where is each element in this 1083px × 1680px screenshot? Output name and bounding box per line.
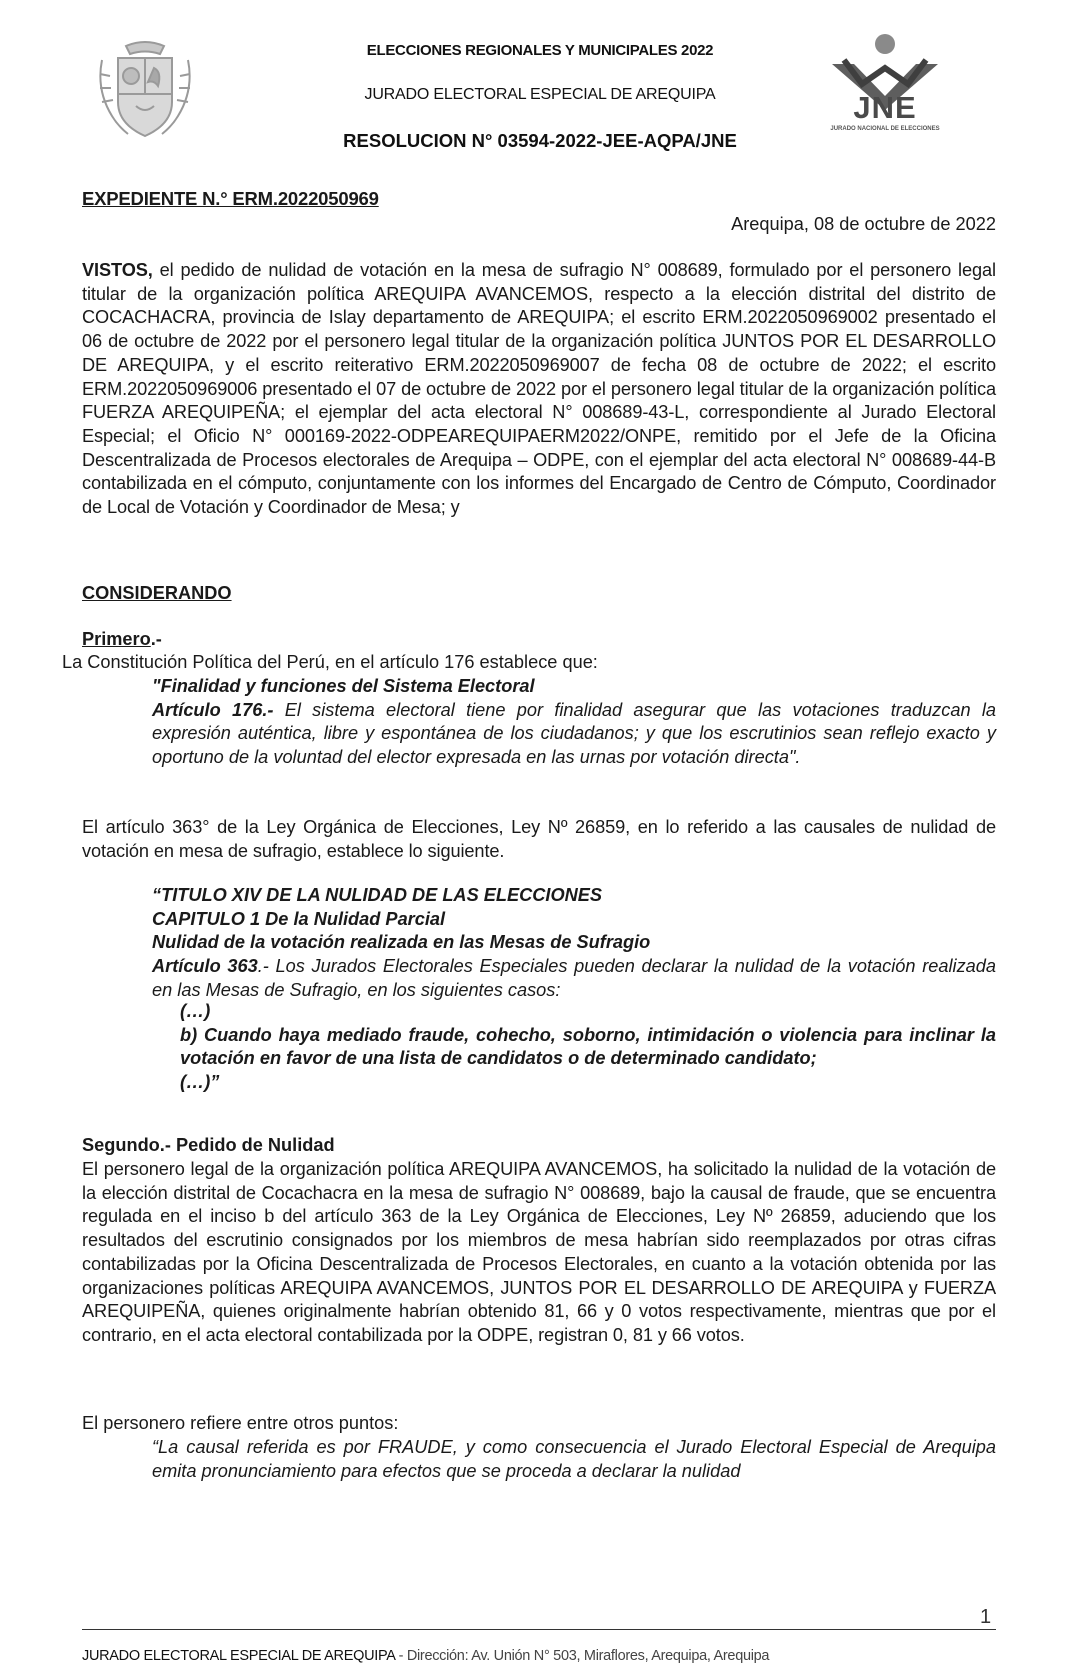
footer-divider	[82, 1629, 996, 1630]
expediente-number: EXPEDIENTE N.° ERM.2022050969	[82, 188, 379, 209]
peru-coat-of-arms-icon	[96, 38, 194, 148]
vistos-text: el pedido de nulidad de votación en la mesa de sufragio N° 008689, formulado por el personero legal titular de la organización política AREQUIPA AVANCEMOS, respecto a la elección distrital del distrito de COCACHACRA, provincia de Islay departamento de AREQUIPA; el escrito ERM.2022050969002 presentado el 06 de octubre de 2022 por el personero legal titular de la organización política JUNTOS POR EL DESARROLLO DE AREQUIPA, y el escrito reiterativo ERM.2022050969007 de fecha 08 de octubre de 2022; el escrito ERM.2022050969006 presentado el 07 de octubre de 2022 por el personero legal titular de la organización política FUERZA AREQUIPEÑA; el ejemplar del acta electoral N° 008689-43-L, correspondiente al Jurado Electoral Especial; el Oficio N° 000169-2022-ODPEAREQUIPAERM2022/ONPE, remitido por el Jefe de la Oficina Descentralizada de Procesos electorales de Arequipa – ODPE, con el ejemplar del acta electoral N° 008689-44-B contabilizada en el cómputo, conjuntamente con los informes del Encargado de Centro de Cómputo, Coordinador de Local de Votación y Coordinador de Mesa; y	[82, 260, 996, 518]
election-title: ELECCIONES REGIONALES Y MUNICIPALES 2022	[366, 42, 714, 59]
loe-item-b: b) Cuando haya mediado fraude, cohecho, soborno, intimidación o violencia para inclinar la votación en favor de una lista de candidatos o de determinado candidato;	[180, 1024, 996, 1069]
loe-article-label: Artículo 363	[152, 956, 258, 977]
jne-logo-text: JNE	[853, 90, 917, 125]
constitution-article-label: Artículo 176.-	[152, 699, 274, 720]
footer-org: JURADO ELECTORAL ESPECIAL DE AREQUIPA	[82, 1648, 395, 1664]
vistos-lead: VISTOS,	[82, 260, 153, 280]
segundo-intro: El personero refiere entre otros puntos:	[82, 1413, 399, 1433]
vistos-paragraph	[82, 259, 996, 520]
footer	[82, 1648, 769, 1664]
loe-quote-subtitle: Nulidad de la votación realizada en las Mesas de Sufragio	[152, 932, 651, 953]
considerando-heading: CONSIDERANDO	[82, 583, 232, 603]
article-363-intro: El artículo 363° de la Ley Orgánica de Elecciones, Ley Nº 26859, en lo referido a las causales de nulidad de votación en mesa de sufragio, establece lo siguiente.	[82, 817, 996, 861]
primero-suffix: .-	[150, 629, 162, 649]
loe-quote	[152, 884, 996, 1003]
personero-quote: “La causal referida es por FRAUDE, y como consecuencia el Jurado Electoral Especial de Arequipa emita pronunciamiento para efectos que se proceda a declarar la nulidad	[152, 1437, 996, 1481]
page-number: 1	[980, 1606, 992, 1628]
loe-quote-items	[180, 1000, 996, 1095]
constitution-quote-title: "Finalidad y funciones del Sistema Electoral	[152, 676, 535, 696]
primero-title: Primero	[82, 629, 151, 649]
jne-logo-subtext: JURADO NACIONAL DE ELECCIONES	[830, 126, 940, 132]
footer-address: - Dirección: Av. Unión N° 503, Miraflores, Arequipa, Arequipa	[394, 1648, 770, 1664]
loe-quote-chapter: CAPITULO 1 De la Nulidad Parcial	[152, 908, 446, 929]
loe-quote-text: .- Los Jurados Electorales Especiales pueden declarar la nulidad de la votación realizada en las Mesas de Sufragio, en los siguientes casos:	[152, 956, 997, 1000]
loe-ellipsis-1: (…)	[180, 1001, 211, 1021]
segundo-paragraph: El personero legal de la organización política AREQUIPA AVANCEMOS, ha solicitado la nulidad de la votación de la elección distrital de Cocachacra en la mesa de sufragio N° 008689, bajo la causal de fraude, que se encuentra regulada en el inciso b del artículo 363 de la Ley Orgánica de Elecciones, Ley Nº 26859, aduciendo que los resultados del escrutinio consignados por los miembros de mesa habrían sido reemplazados por otras cifras contabilizadas por la Oficina Descentralizada de Procesos Electorales, en cuanto a la votación obtenida por las organizaciones políticas AREQUIPA AVANCEMOS, JUNTOS POR EL DESARROLLO DE AREQUIPA y FUERZA AREQUIPEÑA, quienes originalmente habrían obtenido 81, 66 y 0 votos respectivamente, mientras que por el contrario, en el acta electoral contabilizada por la ODPE, registran 0, 81 y 66 votos.	[82, 1159, 996, 1345]
loe-ellipsis-2: (…)”	[180, 1072, 220, 1093]
constitution-quote	[152, 675, 996, 770]
resolution-number: RESOLUCION N° 03594-2022-JEE-AQPA/JNE	[343, 130, 737, 151]
primero-intro: La Constitución Política del Perú, en el artículo 176 establece que:	[62, 652, 598, 672]
constitution-quote-text: El sistema electoral tiene por finalidad asegurar que las votaciones traduzcan la expresión auténtica, libre y espontánea de los ciudadanos; y que los escrutinios sean reflejo exacto y oportuno de la voluntad del elector expresada en las urnas por votación directa".	[152, 699, 997, 768]
jury-name: JURADO ELECTORAL ESPECIAL DE AREQUIPA	[364, 86, 716, 103]
jne-logo	[826, 30, 944, 138]
segundo-heading: Segundo.- Pedido de Nulidad	[82, 1135, 335, 1155]
loe-quote-title: “TITULO XIV DE LA NULIDAD DE LAS ELECCIONES	[152, 885, 602, 905]
date-line: Arequipa, 08 de octubre de 2022	[731, 214, 996, 234]
primero-heading	[82, 629, 162, 650]
